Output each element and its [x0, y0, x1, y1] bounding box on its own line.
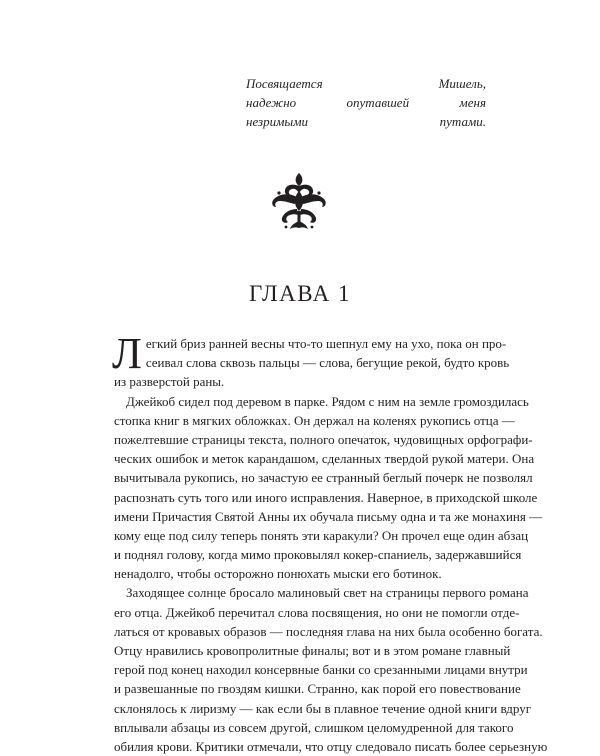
text-line: стопка книг в мягких обложках. Он держал на коленях рукопись отца —: [114, 412, 515, 428]
dedication-line: Посвящается Мишель,: [246, 76, 486, 91]
floral-ornament-graphic: [268, 171, 330, 233]
text-line: имени Причастия Святой Анны их обучала письму одна и та же монахиня —: [114, 508, 543, 524]
text-line: из разверстой раны.: [114, 374, 225, 390]
dedication: [246, 74, 486, 132]
text-line: ненадолго, чтобы осторожно понюхать мыски его ботинок.: [114, 566, 442, 582]
text-line: Отцу нравились кровопролитные финалы; вот и в этом романе главный: [114, 643, 511, 658]
text-line: Джейкоб сидел под деревом в парке. Рядом с ним на земле громоздилась: [126, 393, 529, 409]
text-line: герой под конец находил консервные банки со срезанными лицами внутри: [114, 662, 528, 678]
text-line: пожелтевшие страницы текста, полного опечаток, чудовищных орфографи-: [114, 431, 533, 447]
text-line: Заходящее солнце бросало малиновый свет на страницы первого романа: [126, 585, 529, 601]
text-line: кому еще под силу теперь понять эти каракули? Он прочел еще один абзац: [114, 527, 529, 543]
text-line: егкий бриз ранней весны что-то шепнул ему на ухо, пока он про-: [145, 336, 507, 351]
text-line: и поднял голову, когда мимо проковылял кокер-спаниель, задержавшийся: [114, 547, 522, 563]
drop-cap: Л: [112, 329, 142, 378]
text-line: его отца. Джейкоб перечитал слова посвящения, но они не помогли отде-: [114, 604, 520, 620]
text-line: ческих ошибок и меток карандашом, сделанных твердой рукой матери. Она: [114, 451, 535, 467]
text-line: вплывали абзацы из совсем другой, слишком целомудренной для такого: [114, 719, 514, 735]
text-line: сеивал слова сквозь пальцы — слова, бегущие рекой, будто кровь: [145, 355, 510, 371]
text-line: распознать суть того или иного исправления. Наверное, в приходской школе: [114, 489, 538, 505]
text-line: обилия крови. Критики отмечали, что отцу следовало писать более серьезную: [114, 738, 548, 754]
body-text: [112, 329, 548, 756]
text-line: склонялось к лиризму — как если бы в плавное течение одной книги вдруг: [114, 700, 532, 716]
dedication-line: незримыми путами.: [246, 114, 486, 130]
chapter-title: ГЛАВА 1: [248, 281, 352, 306]
paragraph: [114, 392, 543, 584]
text-line: вычитывала рукопись, но зачастую ее странный беглый почерк не позволял: [114, 470, 533, 486]
paragraph: [112, 329, 510, 392]
text-line: и развешанные по гвоздям кишки. Странно, как порой его повествование: [114, 681, 521, 697]
floral-ornament-icon: [268, 171, 330, 233]
paragraph: [114, 583, 548, 756]
text-line: латься от кровавых образов — последняя глава на них была особенно богата.: [114, 623, 543, 639]
dedication-line: надежно опутавшей меня: [246, 95, 486, 111]
